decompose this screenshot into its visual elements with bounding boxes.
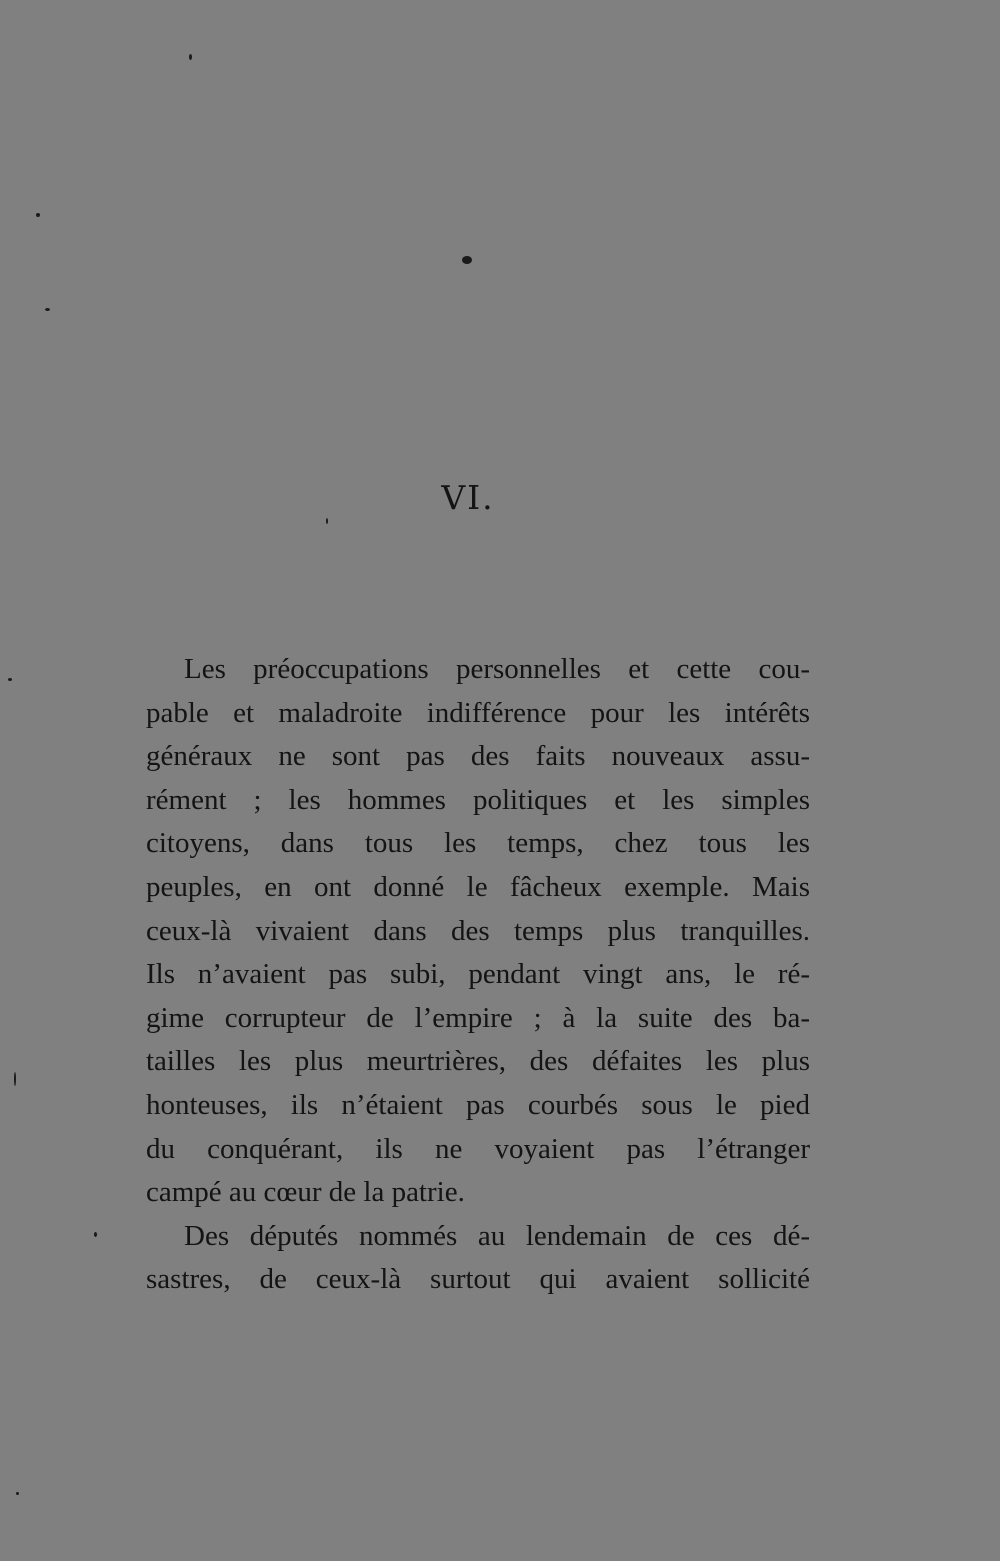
text-line: campé au cœur de la patrie. [146, 1176, 465, 1209]
text-line: généraux ne sont pas des faits nouveaux assu- [146, 740, 810, 773]
chapter-heading: VI. [441, 478, 495, 517]
ink-speck [462, 256, 472, 264]
body-text [146, 648, 810, 1302]
ink-speck [36, 213, 40, 217]
ink-speck [326, 518, 328, 524]
text-line: rément ; les hommes politiques et les simples [146, 783, 810, 816]
text-line: gime corrupteur de l’empire ; à la suite des ba- [146, 1001, 810, 1034]
text-line: citoyens, dans tous les temps, chez tous les [146, 827, 810, 860]
ink-speck [94, 1232, 97, 1237]
ink-speck [8, 678, 12, 681]
text-line: pable et maladroite indifférence pour les intérêts [146, 696, 810, 729]
text-line: Les préoccupations personnelles et cette cou- [184, 653, 810, 685]
text-line: sastres, de ceux-là surtout qui avaient sollicité [146, 1263, 810, 1296]
text-line: Ils n’avaient pas subi, pendant vingt ans, le ré- [146, 958, 810, 991]
ink-speck [45, 308, 50, 311]
text-line: honteuses, ils n’étaient pas courbés sous le pied [146, 1088, 810, 1121]
text-line: ceux-là vivaient dans des temps plus tranquilles. [146, 914, 810, 947]
text-line: Des députés nommés au lendemain de ces dé- [184, 1219, 810, 1252]
text-line: du conquérant, ils ne voyaient pas l’étranger [146, 1132, 810, 1165]
ink-speck [16, 1492, 19, 1495]
ink-speck [14, 1072, 16, 1086]
text-line: tailles les plus meurtrières, des défaites les plus [146, 1045, 810, 1078]
ink-speck [189, 54, 192, 60]
text-line: peuples, en ont donné le fâcheux exemple. Mais [146, 870, 810, 903]
